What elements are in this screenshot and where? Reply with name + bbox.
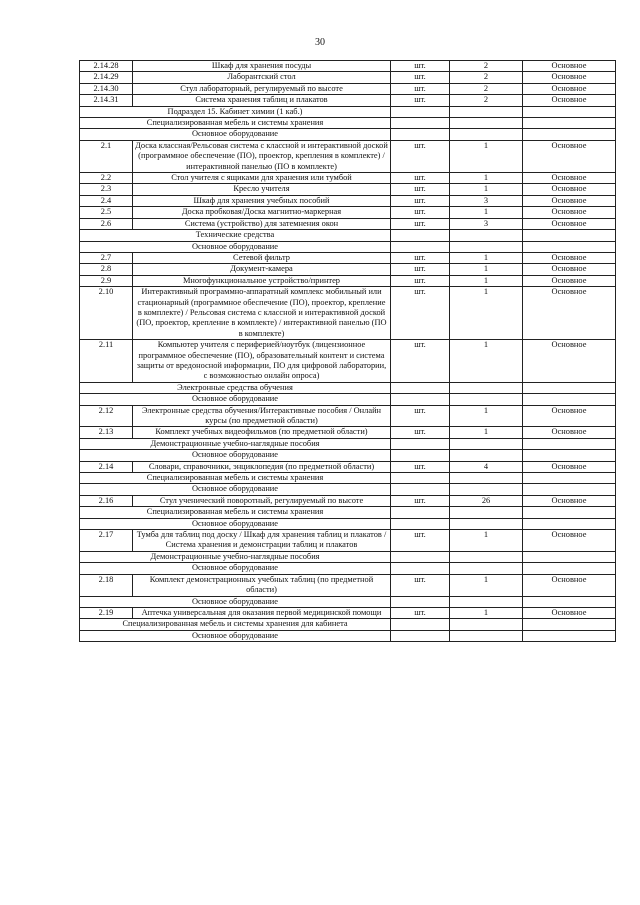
item-type: Основное bbox=[523, 264, 616, 275]
empty-cell bbox=[391, 507, 450, 518]
empty-cell bbox=[523, 484, 616, 495]
section-title: Основное оборудование bbox=[80, 394, 391, 405]
item-type: Основное bbox=[523, 405, 616, 427]
item-name: Стол учителя с ящиками для хранения или тумбой bbox=[133, 173, 391, 184]
item-type: Основное bbox=[523, 574, 616, 596]
empty-cell bbox=[391, 630, 450, 641]
table-row bbox=[80, 140, 616, 172]
empty-cell bbox=[450, 129, 523, 140]
item-name: Система (устройство) для затемнения окон bbox=[133, 218, 391, 229]
section-title: Основное оборудование bbox=[80, 241, 391, 252]
item-code: 2.14.28 bbox=[80, 61, 133, 72]
item-unit: шт. bbox=[391, 530, 450, 552]
empty-cell bbox=[523, 507, 616, 518]
section-row bbox=[80, 241, 616, 252]
item-name: Стул лабораторный, регулируемый по высоте bbox=[133, 83, 391, 94]
item-quantity: 1 bbox=[450, 287, 523, 340]
empty-cell bbox=[450, 619, 523, 630]
item-type: Основное bbox=[523, 184, 616, 195]
item-unit: шт. bbox=[391, 252, 450, 263]
item-quantity: 26 bbox=[450, 495, 523, 506]
item-quantity: 2 bbox=[450, 95, 523, 106]
item-code: 2.4 bbox=[80, 195, 133, 206]
item-quantity: 2 bbox=[450, 61, 523, 72]
section-row bbox=[80, 507, 616, 518]
empty-cell bbox=[391, 518, 450, 529]
item-unit: шт. bbox=[391, 95, 450, 106]
item-code: 2.1 bbox=[80, 140, 133, 172]
table-row bbox=[80, 530, 616, 552]
section-title: Демонстрационные учебно-наглядные пособия bbox=[80, 551, 391, 562]
item-name: Тумба для таблиц под доску / Шкаф для хранения таблиц и плакатов / Система хранения и демонстрации таблиц и плакатов bbox=[133, 530, 391, 552]
section-row bbox=[80, 551, 616, 562]
item-code: 2.14.31 bbox=[80, 95, 133, 106]
item-name: Электронные средства обучения/Интерактивные пособия / Онлайн курсы (по предметной области) bbox=[133, 405, 391, 427]
empty-cell bbox=[523, 518, 616, 529]
empty-cell bbox=[391, 473, 450, 484]
table-row bbox=[80, 405, 616, 427]
item-type: Основное bbox=[523, 61, 616, 72]
item-code: 2.12 bbox=[80, 405, 133, 427]
table-row bbox=[80, 461, 616, 472]
section-row bbox=[80, 438, 616, 449]
empty-cell bbox=[391, 619, 450, 630]
table-row bbox=[80, 95, 616, 106]
equipment-table bbox=[79, 60, 616, 642]
item-type: Основное bbox=[523, 195, 616, 206]
item-name: Документ-камера bbox=[133, 264, 391, 275]
section-title: Демонстрационные учебно-наглядные пособия bbox=[80, 438, 391, 449]
empty-cell bbox=[450, 450, 523, 461]
empty-cell bbox=[523, 438, 616, 449]
item-quantity: 2 bbox=[450, 83, 523, 94]
section-row bbox=[80, 394, 616, 405]
item-name: Доска классная/Рельсовая система с классной и интерактивной доской (программное обеспечение (ПО), проектор, крепления в комплекте) / интерактивной панелью (ПО в комплекте) bbox=[133, 140, 391, 172]
section-title: Специализированная мебель и системы хранения для кабинета bbox=[80, 619, 391, 630]
section-row bbox=[80, 473, 616, 484]
section-title: Специализированная мебель и системы хранения bbox=[80, 473, 391, 484]
empty-cell bbox=[391, 394, 450, 405]
item-code: 2.11 bbox=[80, 340, 133, 383]
item-unit: шт. bbox=[391, 495, 450, 506]
item-unit: шт. bbox=[391, 275, 450, 286]
item-quantity: 1 bbox=[450, 530, 523, 552]
item-quantity: 1 bbox=[450, 405, 523, 427]
section-row bbox=[80, 129, 616, 140]
table-row bbox=[80, 264, 616, 275]
item-code: 2.2 bbox=[80, 173, 133, 184]
empty-cell bbox=[523, 596, 616, 607]
empty-cell bbox=[523, 241, 616, 252]
empty-cell bbox=[523, 382, 616, 393]
item-unit: шт. bbox=[391, 72, 450, 83]
table-row bbox=[80, 207, 616, 218]
item-type: Основное bbox=[523, 173, 616, 184]
empty-cell bbox=[523, 630, 616, 641]
table-row bbox=[80, 184, 616, 195]
empty-cell bbox=[523, 118, 616, 129]
item-quantity: 1 bbox=[450, 207, 523, 218]
empty-cell bbox=[450, 596, 523, 607]
empty-cell bbox=[450, 118, 523, 129]
item-quantity: 2 bbox=[450, 72, 523, 83]
section-title: Основное оборудование bbox=[80, 129, 391, 140]
item-code: 2.17 bbox=[80, 530, 133, 552]
empty-cell bbox=[391, 118, 450, 129]
item-code: 2.13 bbox=[80, 427, 133, 438]
item-unit: шт. bbox=[391, 184, 450, 195]
table-row bbox=[80, 340, 616, 383]
item-type: Основное bbox=[523, 607, 616, 618]
table-row bbox=[80, 495, 616, 506]
item-name: Многофункциональное устройство/принтер bbox=[133, 275, 391, 286]
empty-cell bbox=[391, 230, 450, 241]
section-row bbox=[80, 106, 616, 117]
item-code: 2.10 bbox=[80, 287, 133, 340]
item-name: Интерактивный программно-аппаратный комплекс мобильный или стационарный (программное обеспечение (ПО), проектор, крепление в комплекте) / Рельсовая система с классной и интерактивной доской (ПО, проектор, крепление в комплекте) / интерактивной панелью (ПО в комплекте) bbox=[133, 287, 391, 340]
item-unit: шт. bbox=[391, 574, 450, 596]
empty-cell bbox=[391, 438, 450, 449]
empty-cell bbox=[450, 394, 523, 405]
item-quantity: 4 bbox=[450, 461, 523, 472]
item-quantity: 1 bbox=[450, 427, 523, 438]
item-unit: шт. bbox=[391, 207, 450, 218]
item-name: Доска пробковая/Доска магнитно-маркерная bbox=[133, 207, 391, 218]
item-unit: шт. bbox=[391, 287, 450, 340]
empty-cell bbox=[523, 473, 616, 484]
item-code: 2.16 bbox=[80, 495, 133, 506]
equipment-table-body bbox=[80, 61, 616, 642]
table-row bbox=[80, 61, 616, 72]
item-unit: шт. bbox=[391, 61, 450, 72]
section-row bbox=[80, 382, 616, 393]
empty-cell bbox=[391, 551, 450, 562]
item-code: 2.14.30 bbox=[80, 83, 133, 94]
section-title: Специализированная мебель и системы хранения bbox=[80, 118, 391, 129]
item-name: Кресло учителя bbox=[133, 184, 391, 195]
table-row bbox=[80, 83, 616, 94]
section-title: Электронные средства обучения bbox=[80, 382, 391, 393]
item-code: 2.6 bbox=[80, 218, 133, 229]
item-type: Основное bbox=[523, 83, 616, 94]
item-name: Компьютер учителя с периферией/ноутбук (лицензионное программное обеспечение (ПО), образовательный контент и система защиты от вредоносной информации, ПО для цифровой лаборатории, с возможностью онлайн опроса) bbox=[133, 340, 391, 383]
empty-cell bbox=[450, 551, 523, 562]
item-code: 2.9 bbox=[80, 275, 133, 286]
section-row bbox=[80, 619, 616, 630]
section-row bbox=[80, 230, 616, 241]
section-row bbox=[80, 118, 616, 129]
empty-cell bbox=[391, 382, 450, 393]
item-code: 2.14 bbox=[80, 461, 133, 472]
item-quantity: 1 bbox=[450, 264, 523, 275]
section-title: Основное оборудование bbox=[80, 518, 391, 529]
item-type: Основное bbox=[523, 72, 616, 83]
section-title: Основное оборудование bbox=[80, 450, 391, 461]
empty-cell bbox=[450, 230, 523, 241]
table-row bbox=[80, 275, 616, 286]
section-row bbox=[80, 630, 616, 641]
table-row bbox=[80, 427, 616, 438]
item-unit: шт. bbox=[391, 340, 450, 383]
item-quantity: 1 bbox=[450, 574, 523, 596]
item-code: 2.14.29 bbox=[80, 72, 133, 83]
empty-cell bbox=[523, 129, 616, 140]
item-name: Комплект демонстрационных учебных таблиц (по предметной области) bbox=[133, 574, 391, 596]
empty-cell bbox=[523, 563, 616, 574]
item-code: 2.18 bbox=[80, 574, 133, 596]
item-quantity: 1 bbox=[450, 340, 523, 383]
item-unit: шт. bbox=[391, 607, 450, 618]
table-row bbox=[80, 287, 616, 340]
item-quantity: 1 bbox=[450, 140, 523, 172]
item-type: Основное bbox=[523, 95, 616, 106]
section-title: Специализированная мебель и системы хранения bbox=[80, 507, 391, 518]
item-quantity: 1 bbox=[450, 252, 523, 263]
empty-cell bbox=[391, 450, 450, 461]
table-row bbox=[80, 607, 616, 618]
table-row bbox=[80, 574, 616, 596]
item-unit: шт. bbox=[391, 405, 450, 427]
empty-cell bbox=[523, 106, 616, 117]
item-code: 2.5 bbox=[80, 207, 133, 218]
empty-cell bbox=[523, 230, 616, 241]
item-name: Комплект учебных видеофильмов (по предметной области) bbox=[133, 427, 391, 438]
empty-cell bbox=[450, 630, 523, 641]
section-title: Основное оборудование bbox=[80, 563, 391, 574]
item-code: 2.7 bbox=[80, 252, 133, 263]
table-row bbox=[80, 72, 616, 83]
empty-cell bbox=[523, 450, 616, 461]
section-row bbox=[80, 596, 616, 607]
section-row bbox=[80, 450, 616, 461]
item-type: Основное bbox=[523, 340, 616, 383]
empty-cell bbox=[450, 106, 523, 117]
section-title: Основное оборудование bbox=[80, 630, 391, 641]
empty-cell bbox=[391, 241, 450, 252]
section-row bbox=[80, 484, 616, 495]
item-unit: шт. bbox=[391, 140, 450, 172]
item-quantity: 3 bbox=[450, 218, 523, 229]
item-type: Основное bbox=[523, 427, 616, 438]
item-name: Лаборантский стол bbox=[133, 72, 391, 83]
section-row bbox=[80, 518, 616, 529]
item-unit: шт. bbox=[391, 264, 450, 275]
table-row bbox=[80, 252, 616, 263]
item-unit: шт. bbox=[391, 461, 450, 472]
empty-cell bbox=[450, 241, 523, 252]
item-quantity: 1 bbox=[450, 173, 523, 184]
item-quantity: 1 bbox=[450, 607, 523, 618]
table-row bbox=[80, 173, 616, 184]
item-type: Основное bbox=[523, 461, 616, 472]
section-title: Подраздел 15. Кабинет химии (1 каб.) bbox=[80, 106, 391, 117]
section-title: Основное оборудование bbox=[80, 596, 391, 607]
item-name: Шкаф для хранения учебных пособий bbox=[133, 195, 391, 206]
section-row bbox=[80, 563, 616, 574]
empty-cell bbox=[450, 438, 523, 449]
empty-cell bbox=[523, 394, 616, 405]
item-quantity: 1 bbox=[450, 184, 523, 195]
empty-cell bbox=[450, 563, 523, 574]
item-unit: шт. bbox=[391, 195, 450, 206]
page-number: 30 bbox=[315, 37, 325, 48]
item-code: 2.3 bbox=[80, 184, 133, 195]
table-row bbox=[80, 218, 616, 229]
item-type: Основное bbox=[523, 275, 616, 286]
item-unit: шт. bbox=[391, 173, 450, 184]
empty-cell bbox=[450, 382, 523, 393]
item-name: Стул ученический поворотный, регулируемый по высоте bbox=[133, 495, 391, 506]
empty-cell bbox=[523, 619, 616, 630]
item-name: Система хранения таблиц и плакатов bbox=[133, 95, 391, 106]
empty-cell bbox=[391, 563, 450, 574]
item-name: Аптечка универсальная для оказания первой медицинской помощи bbox=[133, 607, 391, 618]
item-quantity: 1 bbox=[450, 275, 523, 286]
empty-cell bbox=[391, 129, 450, 140]
item-type: Основное bbox=[523, 207, 616, 218]
item-type: Основное bbox=[523, 252, 616, 263]
item-type: Основное bbox=[523, 140, 616, 172]
empty-cell bbox=[391, 484, 450, 495]
item-type: Основное bbox=[523, 287, 616, 340]
section-title: Основное оборудование bbox=[80, 484, 391, 495]
item-unit: шт. bbox=[391, 427, 450, 438]
empty-cell bbox=[450, 473, 523, 484]
item-type: Основное bbox=[523, 495, 616, 506]
empty-cell bbox=[450, 484, 523, 495]
item-code: 2.8 bbox=[80, 264, 133, 275]
table-row bbox=[80, 195, 616, 206]
empty-cell bbox=[450, 518, 523, 529]
empty-cell bbox=[391, 106, 450, 117]
item-code: 2.19 bbox=[80, 607, 133, 618]
item-name: Словари, справочники, энциклопедия (по предметной области) bbox=[133, 461, 391, 472]
item-unit: шт. bbox=[391, 218, 450, 229]
empty-cell bbox=[391, 596, 450, 607]
item-name: Сетевой фильтр bbox=[133, 252, 391, 263]
empty-cell bbox=[450, 507, 523, 518]
empty-cell bbox=[523, 551, 616, 562]
item-type: Основное bbox=[523, 530, 616, 552]
item-name: Шкаф для хранения посуды bbox=[133, 61, 391, 72]
item-quantity: 3 bbox=[450, 195, 523, 206]
item-type: Основное bbox=[523, 218, 616, 229]
item-unit: шт. bbox=[391, 83, 450, 94]
section-title: Технические средства bbox=[80, 230, 391, 241]
